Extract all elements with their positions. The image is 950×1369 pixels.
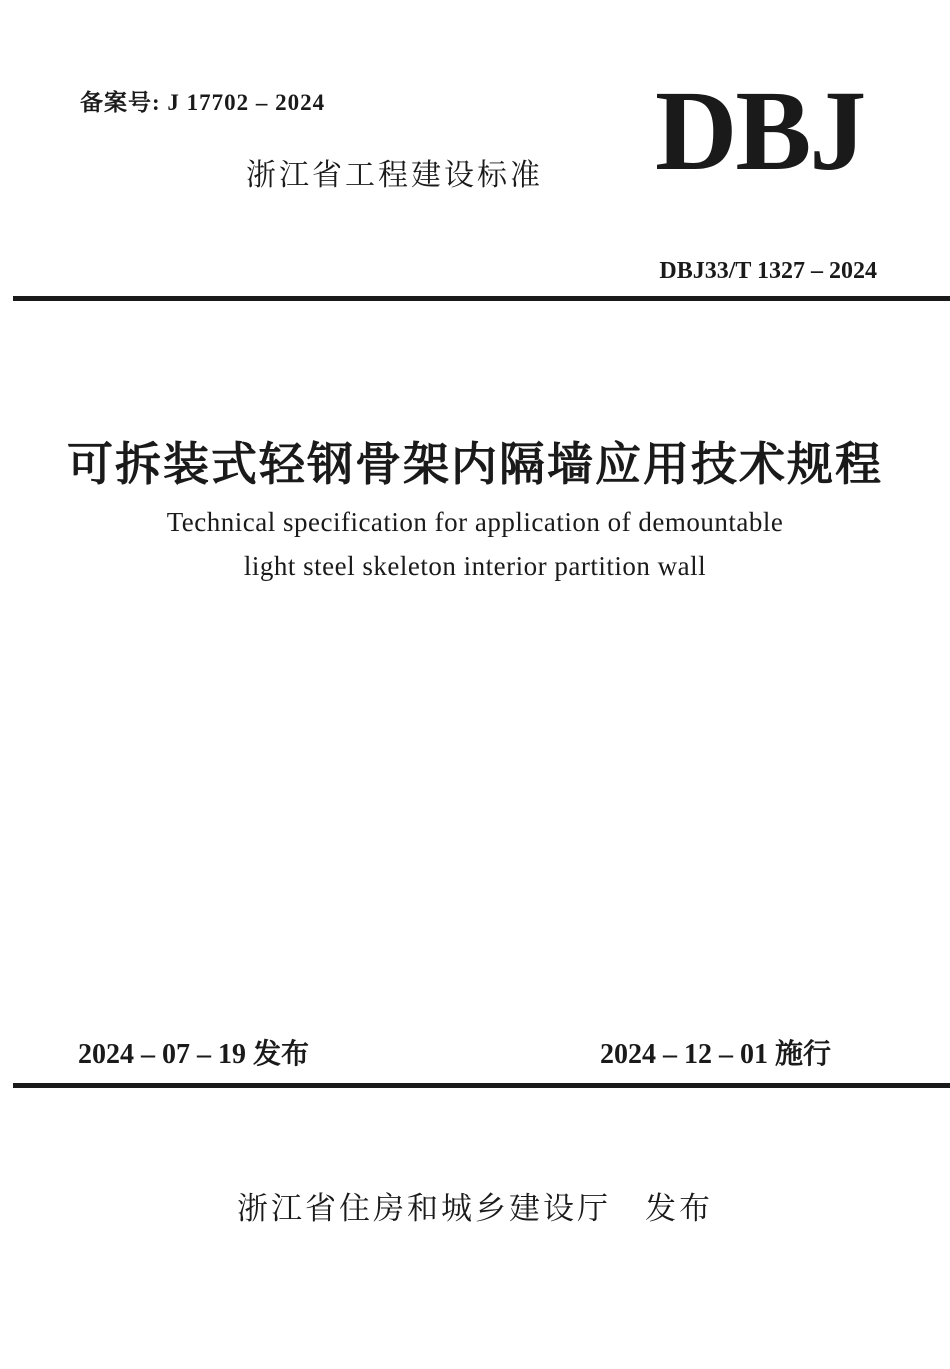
effective-date: 2024 – 12 – 01 施行 (600, 1039, 832, 1070)
issue-date: 2024 – 07 – 19 发布 (78, 1039, 310, 1070)
publisher: 浙江省住房和城乡建设厅 发布 (237, 1191, 713, 1227)
standard-type: 浙江省工程建设标准 (246, 158, 543, 193)
document-title-english-line-2: light steel skeleton interior partition wall (243, 551, 707, 581)
filing-number: 备案号: J 17702 – 2024 (80, 90, 326, 115)
bottom-divider (13, 1083, 950, 1088)
document-title-english-line-1: Technical specification for application of demountable (166, 507, 784, 537)
standard-number: DBJ33/T 1327 – 2024 (659, 258, 877, 284)
document-title-chinese: 可拆装式轻钢骨架内隔墙应用技术规程 (67, 437, 883, 491)
dbj-logo: DBJ (655, 67, 865, 194)
top-divider (13, 296, 950, 301)
